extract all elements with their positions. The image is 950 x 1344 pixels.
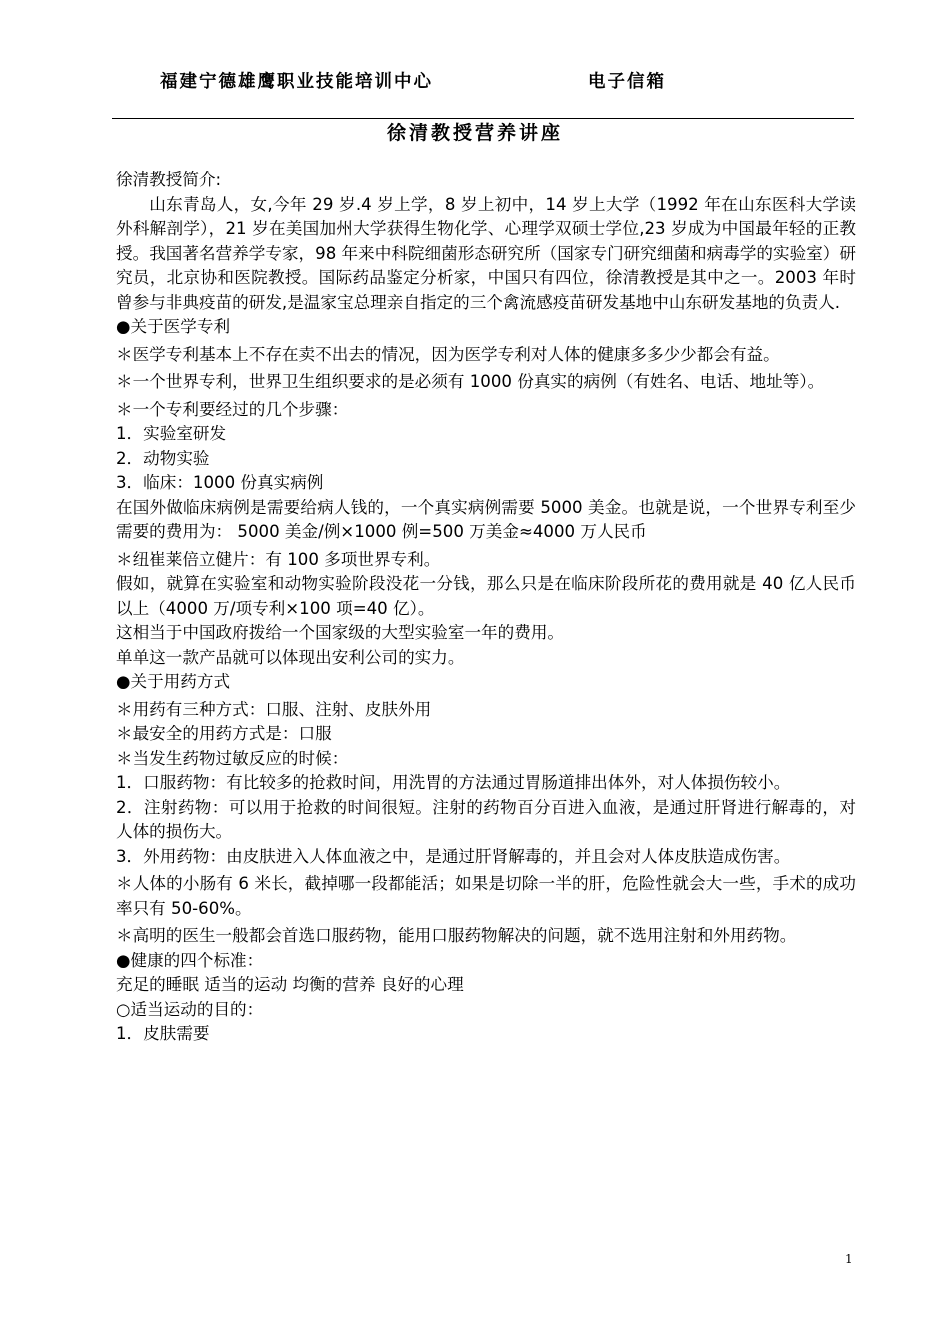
exercise-heading: ○适当运动的目的：: [116, 999, 264, 1019]
clinical-cost-paragraph: 假如，就算在实验室和动物实验阶段没花一分钱，那么只是在临床阶段所花的费用就是 40 亿人民币以上（4000 万/项专利×100 项=40 亿）。: [116, 574, 856, 618]
list-item: 3．外用药物：由皮肤进入人体血液之中，是通过肝肾解毒的，并且会对人体皮肤造成伤害。: [116, 846, 791, 866]
medication-note-2: ＊最安全的用药方式是：口服: [116, 724, 332, 743]
product-note: ＊纽崔莱倍立健片：有 100 多项世界专利。: [116, 549, 441, 569]
list-item: 1．皮肤需要: [116, 1024, 210, 1043]
text-paragraph: 这相当于中国政府拨给一个国家级的大型实验室一年的费用。: [116, 623, 565, 642]
list-item: 3．临床：1000 份真实病例: [116, 473, 324, 492]
bio-paragraph: 山东青岛人，女,今年 29 岁.4 岁上学，8 岁上初中，14 岁上大学（1992 年在山东医科大学读外科解剖学），21 岁在美国加州大学获得生物化学、心理学双硕士学位,23 岁成为中国最年轻的正教授。我国著名营养学专家，98 年来中科院细菌形态研究所（国家专门研究细菌和病毒学的实验室）研究员，北京协和医院教授。国际药品鉴定分析家，中国只有四位，徐清教授是其中之一。2003 年时曾参与非典疫苗的研发,是温家宝总理亲自指定的三个禽流感疫苗研发基地中山东研发基地的负责人.: [116, 194, 856, 312]
medication-note-3: ＊当发生药物过敏反应的时候：: [116, 748, 349, 768]
organization-name: 福建宁德雄鹰职业技能培训中心: [160, 72, 433, 92]
document-body: [116, 168, 856, 1047]
patent-note-3: ＊一个专利要经过的几个步骤：: [116, 399, 349, 419]
patent-note-2: ＊一个世界专利，世界卫生组织要求的是必须有 1000 份真实的病例（有姓名、电话、地址等）。: [116, 372, 825, 391]
medication-note-1: ＊用药有三种方式：口服、注射、皮肤外用: [116, 699, 432, 719]
section-heading-patent: ●关于医学专利: [116, 317, 231, 336]
health-standards: 充足的睡眠 适当的运动 均衡的营养 良好的心理: [116, 975, 464, 994]
doctor-note: ＊高明的医生一般都会首选口服药物，能用口服药物解决的问题，就不选用注射和外用药物。: [116, 926, 797, 945]
section-heading-medication: ●关于用药方式: [116, 672, 231, 691]
document-title: 徐清教授营养讲座: [386, 122, 563, 144]
page-header: [160, 68, 720, 96]
intro-heading: 徐清教授简介:: [116, 170, 222, 189]
text-paragraph: 单单这一款产品就可以体现出安利公司的实力。: [116, 647, 465, 667]
list-item: 1．口服药物：有比较多的抢救时间，用洗胃的方法通过胃肠道排出体外，对人体损伤较小。: [116, 773, 791, 792]
patent-note-1: ＊医学专利基本上不存在卖不出去的情况，因为医学专利对人体的健康多多少少都会有益。: [116, 344, 780, 364]
page-number: 1: [845, 1252, 853, 1266]
list-item: 2．注射药物：可以用于抢救的时间很短。注射的药物百分百进入血液，是通过肝肾进行解毒的，对人体的损伤大。: [116, 797, 856, 841]
email-label: 电子信箱: [588, 72, 666, 92]
section-heading-health: ●健康的四个标准：: [116, 950, 264, 970]
list-item: 2．动物实验: [116, 448, 210, 468]
list-item: 1．实验室研发: [116, 424, 227, 443]
cost-paragraph: 在国外做临床病例是需要给病人钱的，一个真实病例需要 5000 美金。也就是说，一个世界专利至少需要的费用为： 5000 美金/例×1000 例=500 万美金≈4000 万人民币: [116, 497, 856, 541]
intestine-note: ＊人体的小肠有 6 米长，截掉哪一段都能活；如果是切除一半的肝，危险性就会大一些，手术的成功率只有 50-60%。: [116, 874, 856, 918]
